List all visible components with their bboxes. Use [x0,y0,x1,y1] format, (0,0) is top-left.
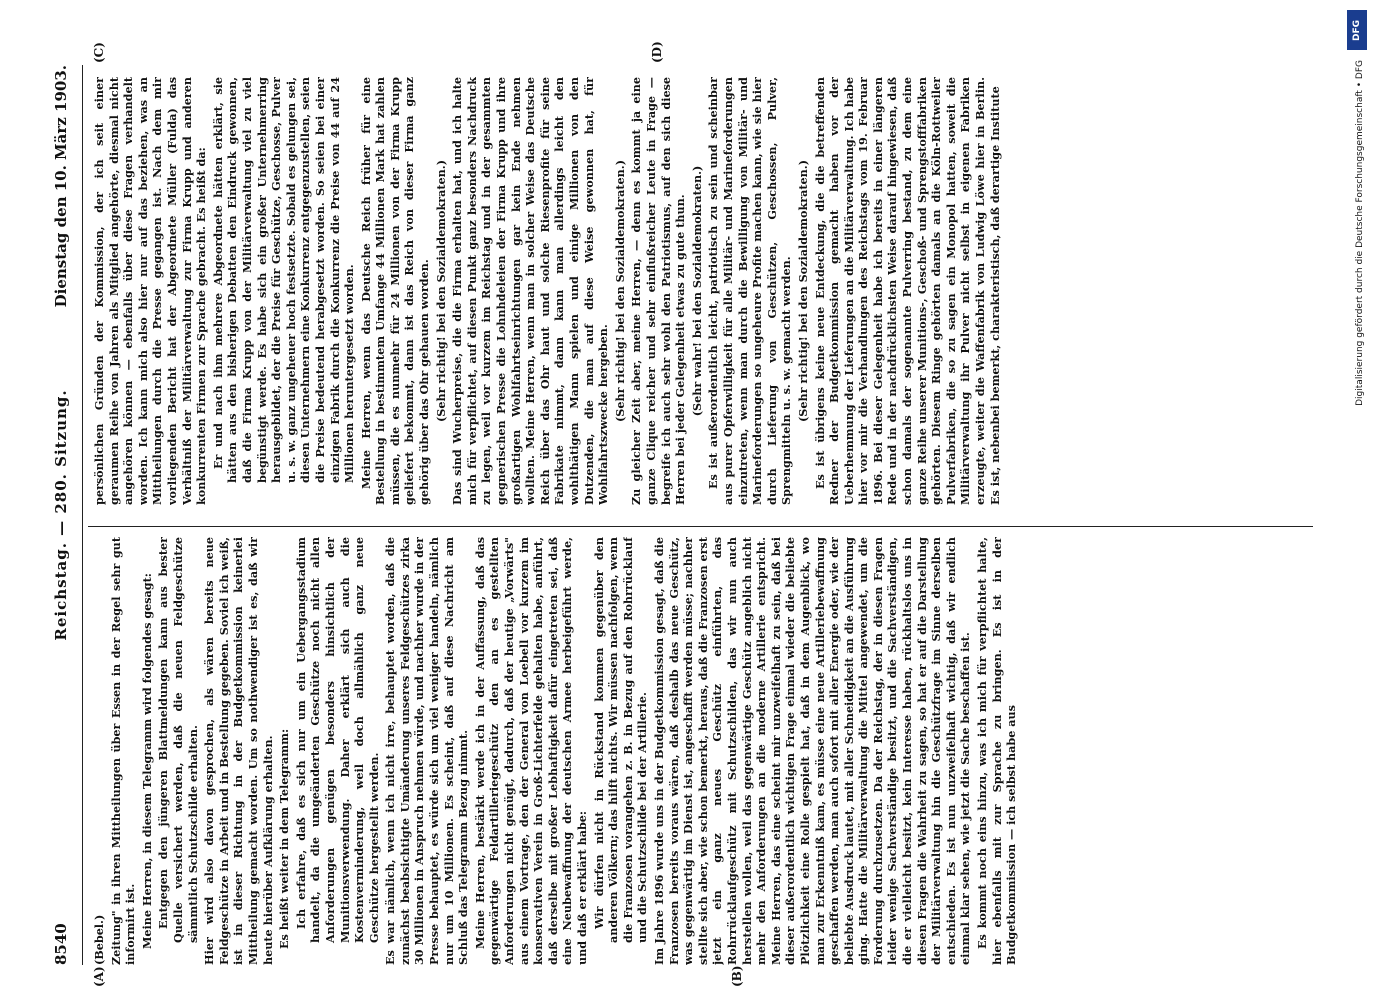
paragraph: Zu gleicher Zeit aber, meine Herren, — denn es kommt ja eine ganze Clique reicher und sehr einflußreicher Leute in Frage — begreife ich auch sehr wohl den Patriotismus, auf den sich diese Herren bei jeder Gelegenheit etwas zu gute thun. [629,77,688,505]
paragraph: Meine Herren, wenn das Deutsche Reich früher für eine Bestellung in bestimmtem Umfange 44 Millionen Mark hat zahlen müssen, die es nunmehr für 24 Millionen von der Firma Krupp geliefert bekommt, dann ist das Reich von dieser Firma ganz gehörig über das Ohr gehauen worden. [358,77,432,505]
paragraph: Meine Herren, bestärkt werde ich in der Auffassung, daß das gegenwärtige Feldartilleriegeschütz den an es gestellten Anforderungen nicht genügt, dadurch, daß der heutige „Vorwärts" aus einem Vortrage, den der General von Loebell vor kurzem im konservativen Verein in Groß-Lichterfelde gehalten habe, anführt, daß derselbe mit großer Lebhaftigkeit dafür eingetreten sei, daß eine Neubewaffnung der deutschen Armee herbeigeführt werde, und daß er erklärt habe: [472,537,589,965]
session-date: Dienstag den 10. März 1903. [52,65,70,308]
interjection: (Sehr wahr! bei den Sozialdemokraten.) [689,165,704,417]
page-number: 8540 [52,923,70,965]
page-header [52,65,82,965]
column-divider [88,526,1313,527]
quote-paragraph: Entgegen den jüngeren Blattmeldungen kann aus bester Quelle versichert werden, daß die neuen Feldgeschütze sämmtlich Schutzschilde erhalten. [156,537,200,943]
paragraph: Es kommt noch eins hinzu, was ich mich für verpflichtet halte, hier ebenfalls mit zur Sprache zu bringen. Es ist in der Budgetkommission — ich selbst habe aus [975,537,1019,965]
quote-paragraph: Ich erfahre, daß es sich nur um ein Uebergangsstadium handelt, da die umgeänderten Geschütze noch nicht allen Anforderungen genügen besonders hinsichtlich der Munitionsverwendung. Daher erklärt sich auch die Kostenverminderung, weil doch allmählich ganz neue Geschütze hergestellt werden. [293,537,381,943]
margin-marker-d: (D) [650,41,664,63]
paragraph: Meine Herren, in diesem Telegramm wird folgendes gesagt: [139,573,154,949]
dfg-logo-icon: DFG [1347,10,1367,50]
quote-paragraph: Er und nach ihm mehrere Abgeordnete hätten erklärt, sie hätten aus den bisherigen Debatten den Eindruck gewonnen, daß die Firma Krupp von der Militärverwaltung viel zu viel begünstigt werde. Es habe sich ein großer Unternehmerring herausgebildet, der die Preise für Geschütze, Geschosse, Pulver u. s. w. ganz ungeheuer hoch festsetzte. Sobald es gelungen sei, diesen Unternehmern eine Konkurrenz entgegenzustellen, seien die Preise bedeutend herabgesetzt worden. So seien bei einer einzigen Fabrik durch die Konkurrenz die Preise von 44 auf 24 Millionen heruntergesetzt worden. [210,77,357,483]
paragraph: Es heißt weiter in dem Telegramm: [277,728,292,949]
paragraph: Im Jahre 1896 wurde uns in der Budgetkommission gesagt, daß die Franzosen bereits voraus wären, daß deshalb das neue Geschütz, was gegenwärtig im Dienst ist, angeschafft werden müsse; nachher stellte sich aber, wie schon bemerkt, heraus, daß die Franzosen erst jetzt ein ganz neues Geschütz einführten, das Rohrrücklaufgeschütz mit Schutzschilden, das wir nun auch herstellen wollen, weil das gegenwärtige Geschütz angeblich nicht mehr den Anforderungen an die moderne Artillerie entspricht. Meine Herren, das eine scheint mir unzweifelhaft zu sein, daß bei dieser außerordentlich wichtigen Frage einmal wieder die beliebte Plötzlichkeit eine Rolle gespielt hat, daß in dem Augenblick, wo man zur Erkenntniß kam, es müsse eine neue Artilleriebewaffnung geschaffen werden, man auch sofort mit aller Energie oder, wie der beliebte Ausdruck lautet, mit aller Schneidigkeit an die Ausführung ging. Hatte die Militärverwaltung die Mittel angewendet, um die Forderung durchzusetzen. Da der Reichstag, der in diesen Fragen leider wenige Sachverständige besitzt, und die Sachverständigen, die er vielleicht besitzt, kein Interesse haben, rückhaltslos uns in diesen Fragen die Wahrheit zu sagen, so hat er auf die Darstellung der Militärverwaltung hin die Geschützfrage im Sinne derselben entschieden. Es ist nun unzweifelhaft wichtig, daß wir endlich einmal klar sehen, wie jetzt die Sache beschaffen ist. [651,537,973,965]
paragraph: persönlichen Gründen der Kommission, der ich seit einer geraumen Reihe von Jahren als Mitglied angehörte, diesmal nicht angehören können — ebenfalls über diese Fragen verhandelt worden. Ich kann mich also hier nur auf das beziehen, was an Mittheilungen durch die Presse gegangen ist. Nach dem mir vorliegenden Bericht hat der Abgeordnete Müller (Fulda) das Verhältniß der Militärverwaltung zur Firma Krupp und anderen konkurrenten Firmen zur Sprache gebracht. Es heißt da: [92,77,209,505]
quote-paragraph: Wir dürfen nicht in Rückstand kommen gegenüber den anderen Völkern; das hilft nichts. Wir müssen nachfolgen, wenn die Franzosen vorangehen z. B. in Bezug auf den Rohrrücklauf und die Schutzschilde bei der Artillerie. [591,537,650,943]
margin-marker-a: (A) [92,966,106,987]
paragraph: Zeitung" in ihren Mittheilungen über Essen in der Regel sehr gut informirt ist. [108,537,138,965]
header-rule [82,65,83,965]
interjection: (Sehr richtig! bei den Sozialdemokraten.) [433,160,448,422]
paragraph: Es ist außerordentlich leicht, patriotisch zu sein und scheinbar aus purer Opferwilligkeit für alle Militär- und Marineforderungen einzutreten, wenn man durch die Bewilligung von Militär- und Marineforderungen so ungeheure Profite machen kann, wie sie hier durch Lieferung von Geschützen, Geschossen, Pulver, Sprengmitteln u. s. w. gemacht werden. [706,77,794,505]
paragraph: Das sind Wucherpreise, die die Firma erhalten hat, und ich halte mich für verpflichtet, auf diesen Punkt ganz besonders Nachdruck zu legen, weil vor kurzem im Reichstag und in der gesammten gegnerischen Presse die Lohnhdeleien der Firma Krupp und ihre großartigen Wohlfahrtseinrichtungen gar kein Ende nehmen wollten. Meine Herren, wenn man in solcher Weise das Deutsche Reich über das Ohr haut und solche Riesenprofite für seine Fabrikate nimmt, dann kann man allerdings leicht den wohlthätigen Mann spielen und einige Millionen von den Dutzenden, die man auf diese Weise gewonnen hat, für Wohlfahrtszwecke hergeben. [450,77,611,505]
margin-marker-c: (C) [92,42,106,63]
margin-marker-b: (B) [730,965,744,987]
right-column [92,77,1312,505]
paragraph: Es war nämlich, wenn ich nicht irre, behauptet worden, daß die zunächst beabsichtigte Umänderung unseres Feldgeschützes zirka 30 Millionen in Anspruch nehmen würde, und nachher wurde in der Presse behauptet, es würde sich um viel weniger handeln, nämlich nur um 10 Millionen. Es scheint, daß auf diese Nachricht am Schluß das Telegramm Bezug nimmt. [383,537,471,965]
digitization-credit: Digitalisierung gefördert durch die Deutsche Forschungsgemeinschaft • DFG [1355,60,1365,406]
scanned-page [30,41,1330,987]
interjection: (Sehr richtig! bei den Sozialdemokraten.) [795,160,810,422]
paragraph: Hier wird also davon gesprochen, als wären bereits neue Feldgeschütze in Arbeit und in Bestellung gegeben. Soviel ich weiß, ist in dieser Richtung in der Budgetkommission keinerlei Mittheilung gemacht worden. Um so nothwendiger ist es, daß wir heute hierüber Aufklärung erhalten. [202,537,275,965]
paragraph: Es ist übrigens keine neue Entdeckung, die die betreffenden Redner der Budgetkommission gemacht haben vor der Ueberhemmung der Lieferungen an die Militärverwaltung. Ich habe hier vor mir die Verhandlungen des Reichstags vom 19. Februar 1896. Bei dieser Gelegenheit habe ich bereits in einer längeren Rede und in der nachdrücklichsten Weise darauf hingewiesen, daß schon damals der sogenannte Pulverring bestand, zu dem eine ganze Reihe unserer Munitions-, Geschoß- und Sprengstofffabriken gehörten. Diesem Ringe gehörten damals an die Köln-Rottweiler Pulverfabriken, die so zu sagen ein Monopol hatten, soweit die Militärverwaltung ihr Pulver nicht selbst in eigenen Fabriken erzeugte, weiter die Waffenfabrik von Ludwig Löwe hier in Berlin. Es ist, nebenbei bemerkt, charakteristisch, daß derartige Institute [812,77,1002,505]
session-title: Reichstag. — 280. Sitzung. [52,389,70,641]
speaker-tag: (Bebel.) [92,914,106,965]
left-column [92,537,1312,965]
dfg-credit-sidebar [1341,0,1371,1000]
interjection: (Sehr richtig! bei den Sozialdemokraten.) [612,160,627,422]
